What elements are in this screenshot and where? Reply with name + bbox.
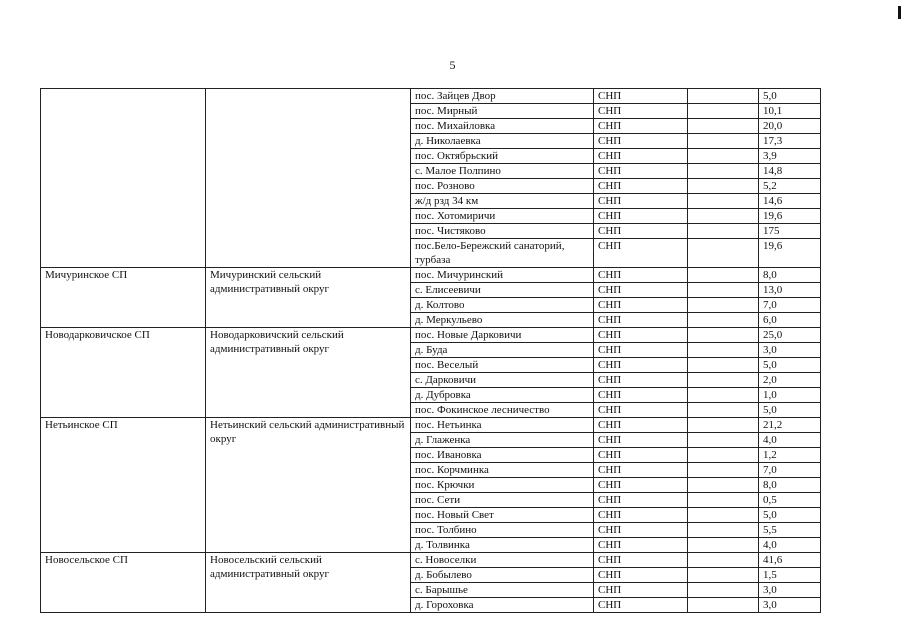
distance-cell: 25,0 bbox=[759, 328, 821, 343]
settlement-type-cell: СНП bbox=[594, 403, 688, 418]
settlement-cell: ж/д рзд 34 км bbox=[411, 194, 594, 209]
settlement-type-cell: СНП bbox=[594, 358, 688, 373]
distance-cell: 3,0 bbox=[759, 598, 821, 613]
distance-cell: 1,5 bbox=[759, 568, 821, 583]
settlement-type-cell: СНП bbox=[594, 209, 688, 224]
settlement-cell: пос. Толбино bbox=[411, 523, 594, 538]
district-cell bbox=[41, 89, 206, 268]
settlement-cell: пос. Новые Дарковичи bbox=[411, 328, 594, 343]
settlement-type-cell: СНП bbox=[594, 373, 688, 388]
empty-cell bbox=[688, 209, 759, 224]
settlement-cell: д. Меркульево bbox=[411, 313, 594, 328]
district-cell: Мичуринское СП bbox=[41, 268, 206, 328]
distance-cell: 8,0 bbox=[759, 268, 821, 283]
settlement-cell: д. Глаженка bbox=[411, 433, 594, 448]
empty-cell bbox=[688, 239, 759, 268]
district-cell: Новодарковичское СП bbox=[41, 328, 206, 418]
settlement-type-cell: СНП bbox=[594, 343, 688, 358]
settlement-type-cell: СНП bbox=[594, 463, 688, 478]
table-row bbox=[41, 418, 821, 433]
settlement-type-cell: СНП bbox=[594, 448, 688, 463]
empty-cell bbox=[688, 298, 759, 313]
empty-cell bbox=[688, 478, 759, 493]
settlement-cell: пос. Сети bbox=[411, 493, 594, 508]
page-number: 5 bbox=[449, 58, 456, 72]
empty-cell bbox=[688, 134, 759, 149]
settlement-type-cell: СНП bbox=[594, 418, 688, 433]
settlement-type-cell: СНП bbox=[594, 553, 688, 568]
settlement-cell: с. Новоселки bbox=[411, 553, 594, 568]
distance-cell: 14,8 bbox=[759, 164, 821, 179]
settlement-cell: с. Малое Полпино bbox=[411, 164, 594, 179]
distance-cell: 13,0 bbox=[759, 283, 821, 298]
distance-cell: 5,0 bbox=[759, 403, 821, 418]
empty-cell bbox=[688, 328, 759, 343]
settlement-type-cell: СНП bbox=[594, 298, 688, 313]
distance-cell: 5,0 bbox=[759, 508, 821, 523]
settlement-cell: с. Барышье bbox=[411, 583, 594, 598]
empty-cell bbox=[688, 224, 759, 239]
settlement-type-cell: СНП bbox=[594, 194, 688, 209]
settlement-cell: пос. Октябрьский bbox=[411, 149, 594, 164]
settlement-cell: пос. Веселый bbox=[411, 358, 594, 373]
empty-cell bbox=[688, 418, 759, 433]
settlement-type-cell: СНП bbox=[594, 164, 688, 179]
distance-cell: 21,2 bbox=[759, 418, 821, 433]
settlement-type-cell: СНП bbox=[594, 268, 688, 283]
settlement-type-cell: СНП bbox=[594, 388, 688, 403]
distance-cell: 4,0 bbox=[759, 538, 821, 553]
okrug-cell: Новосельский сельский административный округ bbox=[206, 553, 411, 613]
settlement-type-cell: СНП bbox=[594, 179, 688, 194]
empty-cell bbox=[688, 104, 759, 119]
settlement-cell: пос. Новый Свет bbox=[411, 508, 594, 523]
distance-cell: 8,0 bbox=[759, 478, 821, 493]
settlement-type-cell: СНП bbox=[594, 538, 688, 553]
settlement-cell: пос. Михайловка bbox=[411, 119, 594, 134]
settlement-cell: д. Николаевка bbox=[411, 134, 594, 149]
distance-cell: 6,0 bbox=[759, 313, 821, 328]
empty-cell bbox=[688, 89, 759, 104]
empty-cell bbox=[688, 149, 759, 164]
page-edge-mark bbox=[898, 6, 901, 19]
distance-cell: 3,0 bbox=[759, 343, 821, 358]
okrug-cell: Новодарковичский сельский административный округ bbox=[206, 328, 411, 418]
distance-cell: 5,0 bbox=[759, 358, 821, 373]
empty-cell bbox=[688, 583, 759, 598]
settlement-cell: пос. Мичуринский bbox=[411, 268, 594, 283]
settlement-cell: пос. Хотомиричи bbox=[411, 209, 594, 224]
empty-cell bbox=[688, 598, 759, 613]
distance-cell: 19,6 bbox=[759, 239, 821, 268]
empty-cell bbox=[688, 179, 759, 194]
settlement-cell: пос. Мирный bbox=[411, 104, 594, 119]
empty-cell bbox=[688, 493, 759, 508]
empty-cell bbox=[688, 508, 759, 523]
empty-cell bbox=[688, 164, 759, 179]
okrug-cell: Мичуринский сельский административный округ bbox=[206, 268, 411, 328]
empty-cell bbox=[688, 538, 759, 553]
settlement-type-cell: СНП bbox=[594, 433, 688, 448]
settlement-type-cell: СНП bbox=[594, 239, 688, 268]
table-row bbox=[41, 268, 821, 283]
settlement-type-cell: СНП bbox=[594, 493, 688, 508]
district-cell: Нетьинское СП bbox=[41, 418, 206, 553]
settlement-cell: пос. Корчминка bbox=[411, 463, 594, 478]
settlement-type-cell: СНП bbox=[594, 328, 688, 343]
empty-cell bbox=[688, 283, 759, 298]
empty-cell bbox=[688, 463, 759, 478]
distance-cell: 14,6 bbox=[759, 194, 821, 209]
settlement-type-cell: СНП bbox=[594, 104, 688, 119]
settlement-cell: д. Бобылево bbox=[411, 568, 594, 583]
settlement-type-cell: СНП bbox=[594, 149, 688, 164]
settlement-type-cell: СНП bbox=[594, 598, 688, 613]
settlement-cell: д. Гороховка bbox=[411, 598, 594, 613]
distance-cell: 5,5 bbox=[759, 523, 821, 538]
distance-cell: 10,1 bbox=[759, 104, 821, 119]
distance-cell: 20,0 bbox=[759, 119, 821, 134]
table-row bbox=[41, 328, 821, 343]
settlement-cell: д. Толвинка bbox=[411, 538, 594, 553]
settlement-cell: д. Дубровка bbox=[411, 388, 594, 403]
settlement-cell: с. Дарковичи bbox=[411, 373, 594, 388]
distance-cell: 2,0 bbox=[759, 373, 821, 388]
empty-cell bbox=[688, 553, 759, 568]
district-cell: Новосельское СП bbox=[41, 553, 206, 613]
distance-cell: 1,2 bbox=[759, 448, 821, 463]
settlement-cell: пос. Фокинское лесничество bbox=[411, 403, 594, 418]
settlement-cell: пос. Чистяково bbox=[411, 224, 594, 239]
distance-cell: 1,0 bbox=[759, 388, 821, 403]
settlement-type-cell: СНП bbox=[594, 134, 688, 149]
settlement-type-cell: СНП bbox=[594, 523, 688, 538]
okrug-cell: Нетьинский сельский административный округ bbox=[206, 418, 411, 553]
settlements-table-body bbox=[41, 89, 821, 613]
distance-cell: 0,5 bbox=[759, 493, 821, 508]
settlement-type-cell: СНП bbox=[594, 508, 688, 523]
settlement-type-cell: СНП bbox=[594, 89, 688, 104]
empty-cell bbox=[688, 388, 759, 403]
settlement-cell: пос. Нетьинка bbox=[411, 418, 594, 433]
distance-cell: 5,2 bbox=[759, 179, 821, 194]
settlement-type-cell: СНП bbox=[594, 313, 688, 328]
settlement-cell: пос. Крючки bbox=[411, 478, 594, 493]
empty-cell bbox=[688, 403, 759, 418]
settlement-cell: д. Колтово bbox=[411, 298, 594, 313]
settlement-type-cell: СНП bbox=[594, 568, 688, 583]
empty-cell bbox=[688, 268, 759, 283]
table-row bbox=[41, 89, 821, 104]
empty-cell bbox=[688, 433, 759, 448]
distance-cell: 175 bbox=[759, 224, 821, 239]
empty-cell bbox=[688, 343, 759, 358]
distance-cell: 19,6 bbox=[759, 209, 821, 224]
okrug-cell bbox=[206, 89, 411, 268]
distance-cell: 4,0 bbox=[759, 433, 821, 448]
distance-cell: 5,0 bbox=[759, 89, 821, 104]
settlement-type-cell: СНП bbox=[594, 283, 688, 298]
settlement-type-cell: СНП bbox=[594, 224, 688, 239]
distance-cell: 41,6 bbox=[759, 553, 821, 568]
distance-cell: 7,0 bbox=[759, 463, 821, 478]
settlement-cell: с. Елисеевичи bbox=[411, 283, 594, 298]
settlement-cell: пос.Бело-Бережский санаторий, турбаза bbox=[411, 239, 594, 268]
settlement-cell: пос. Розново bbox=[411, 179, 594, 194]
settlement-cell: пос. Ивановка bbox=[411, 448, 594, 463]
distance-cell: 3,0 bbox=[759, 583, 821, 598]
distance-cell: 3,9 bbox=[759, 149, 821, 164]
settlements-table bbox=[40, 88, 821, 613]
empty-cell bbox=[688, 448, 759, 463]
distance-cell: 17,3 bbox=[759, 134, 821, 149]
settlement-cell: д. Буда bbox=[411, 343, 594, 358]
distance-cell: 7,0 bbox=[759, 298, 821, 313]
empty-cell bbox=[688, 119, 759, 134]
settlement-type-cell: СНП bbox=[594, 478, 688, 493]
table-row bbox=[41, 553, 821, 568]
settlement-cell: пос. Зайцев Двор bbox=[411, 89, 594, 104]
settlement-type-cell: СНП bbox=[594, 119, 688, 134]
empty-cell bbox=[688, 313, 759, 328]
empty-cell bbox=[688, 568, 759, 583]
empty-cell bbox=[688, 194, 759, 209]
empty-cell bbox=[688, 373, 759, 388]
empty-cell bbox=[688, 358, 759, 373]
settlement-type-cell: СНП bbox=[594, 583, 688, 598]
empty-cell bbox=[688, 523, 759, 538]
